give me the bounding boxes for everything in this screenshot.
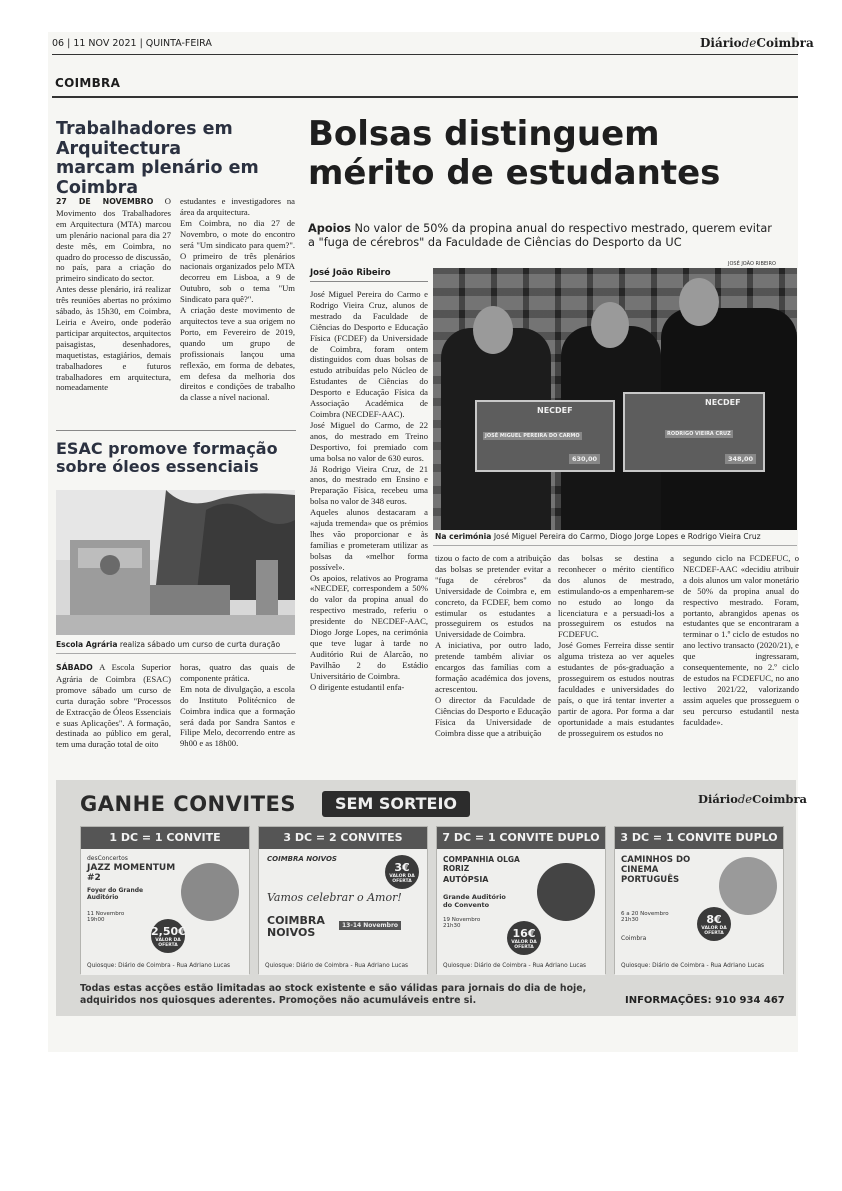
head-left bbox=[473, 306, 513, 354]
ad-card-body bbox=[615, 849, 783, 975]
ad-card-line-3: Foyer do Grande Auditório bbox=[87, 887, 144, 901]
head-center bbox=[591, 302, 629, 348]
ad-card-line-1: COMPANHIA OLGA RORIZ bbox=[443, 855, 520, 873]
esac-caption-lead: Escola Agrária bbox=[56, 640, 118, 649]
price-value: 2,50€ bbox=[151, 925, 186, 938]
price-value: 3€ bbox=[394, 861, 410, 874]
ad-card-line-3: COIMBRA NOIVOS bbox=[267, 914, 325, 939]
price-sub: VALOR DA OFERTA bbox=[511, 940, 537, 950]
main-subtitle bbox=[308, 222, 778, 249]
price-value: 16€ bbox=[512, 927, 536, 940]
main-column-4: segundo ciclo na FCDEFUC, o NECDEF-AAC «decidiu atribuir a dois alunos um valor monetário de 50% da propina anual do respectivo mestrado. Foram, portanto, abrangidos apenas os estudantes que se encontraram a terminar o 1.º ciclo de estudos no ano lectivo transacto (2020/21), e que ingressaram, consequentemente, no 2.º ciclo de estudos na FCDEFUC, no ano lectivo 2021/22, valorizando assim aqueles que prosseguem o seu percurso estudantil nesta faculdade». bbox=[683, 553, 799, 727]
esac-lead: SÁBADO bbox=[56, 663, 93, 672]
mta-column-1 bbox=[56, 196, 171, 422]
cheque-right-name: RODRIGO VIEIRA CRUZ bbox=[667, 431, 731, 437]
photo-credit: JOSÉ JOÃO RIBEIRO bbox=[728, 261, 776, 267]
ad-card-band: 3 DC = 2 CONVITES bbox=[259, 827, 427, 849]
ad-card-line-4: 11 Novembro 19h00 bbox=[87, 911, 125, 923]
ad-card-line-4: 19 Novembro 21h30 bbox=[443, 917, 481, 929]
ad-card-4[interactable] bbox=[614, 826, 784, 974]
section-label: COIMBRA bbox=[55, 76, 121, 90]
photo-caption-rule bbox=[433, 545, 797, 546]
head-right bbox=[679, 278, 719, 326]
logo-word-3: Coimbra bbox=[756, 36, 814, 50]
mta-column-1-text: O Movimento dos Trabalhadores em Arquitectura (MTA) marcou um plenário nacional para dia 27 deste mês, em Coimbra, no quadro do processo de discussão, no país, para a criação do primeiro sindicato do sector. Antes desse plenário, irá realizar três reuniões abertas no próximo sábado, às 15h30, em Coimbra, Leiria e Aveiro, onde poderão participar arquitectos, arquitectos paisagistas, desenhadores, maquetistas, estagiários, demais trabalhadores e futuros trabalhadores em arquitectura, nomeadamente bbox=[56, 196, 171, 393]
ad-logo-word-3: Coimbra bbox=[752, 792, 807, 806]
page-info: 06 | 11 NOV 2021 | QUINTA-FEIRA bbox=[52, 38, 212, 49]
ad-card-body bbox=[437, 849, 605, 975]
main-column-3: das bolsas se destina a reconhecer o mérito científico dos alunos de mestrado, estimulando-os a empenharem-se no estudo ao longo da licenciatura e a persuadi-los a prosseguirem os estudos na FCDEFUC. José Gomes Ferreira disse sentir alguma tristeza ao ver aqueles estudantes de pós-graduação a prosseguirem os estudos noutras faculdades e universidades do país, o que irá tentar inverter a partir de agora. Por forma a dar oportunidade a mais estudantes de prosseguirem os estudos no bbox=[558, 553, 674, 738]
ad-logo-word-1: Diário bbox=[698, 792, 738, 806]
ad-card-line-2: JAZZ MOMENTUM #2 bbox=[87, 863, 176, 883]
price-value: 8€ bbox=[706, 913, 722, 926]
ad-card-band: 3 DC = 1 CONVITE DUPLO bbox=[615, 827, 783, 849]
ceremony-caption bbox=[435, 532, 797, 541]
ceremony-photo bbox=[433, 268, 797, 530]
cheque-left bbox=[475, 400, 615, 472]
logo-word-1: Diário bbox=[700, 36, 742, 50]
ad-card-line-1: desConcertos bbox=[87, 855, 128, 862]
byline-rule bbox=[310, 281, 428, 282]
escola-agraria-photo bbox=[56, 490, 295, 635]
ad-card-footer: Quiosque: Diário de Coimbra - Rua Adriano Lucas bbox=[265, 963, 409, 969]
main-headline: Bolsas distinguem mérito de estudantes bbox=[308, 114, 721, 193]
ad-title: GANHE CONVITES bbox=[80, 792, 296, 816]
esac-caption-text: realiza sábado um curso de curta duração bbox=[119, 640, 281, 649]
byline: José João Ribeiro bbox=[310, 268, 391, 278]
ad-info: INFORMAÇÕES: 910 934 467 bbox=[625, 995, 785, 1006]
price-sub: VALOR DA OFERTA bbox=[701, 926, 727, 936]
ad-footer: Todas estas acções estão limitadas ao stock existente e são válidas para jornais do dia de hoje, adquiridos nos quiosques aderentes. Promoções não acumuláveis entre si. bbox=[80, 983, 587, 1006]
cheque-left-name: JOSÉ MIGUEL PEREIRA DO CARMO bbox=[485, 433, 580, 439]
mta-headline: Trabalhadores em Arquitectura marcam plenário em Coimbra bbox=[56, 119, 259, 198]
price-badge bbox=[385, 855, 419, 889]
ad-card-body bbox=[259, 849, 427, 975]
ad-card-image bbox=[719, 857, 777, 915]
ad-card-band: 7 DC = 1 CONVITE DUPLO bbox=[437, 827, 605, 849]
cheque-right-brand: NECDEF bbox=[705, 398, 741, 407]
ceremony-caption-text: José Miguel Pereira do Carmo, Diogo Jorge Lopes e Rodrigo Vieira Cruz bbox=[493, 532, 761, 541]
ad-card-body bbox=[81, 849, 249, 975]
ad-card-line-4: 13-14 Novembro bbox=[339, 921, 401, 930]
ad-card-image bbox=[181, 863, 239, 921]
ad-card-3[interactable] bbox=[436, 826, 606, 974]
esac-column-2: horas, quatro das quais de componente prática. Em nota de divulgação, a escola do Instituto Politécnico de Coimbra indica que a formação será dada por Sandra Santos e Filipe Melo, decorrendo entre as 9h00 e as 18h00. bbox=[180, 662, 295, 749]
mta-lead: 27 DE NOVEMBRO bbox=[56, 197, 154, 206]
caption-rule bbox=[56, 653, 296, 654]
ad-card-footer: Quiosque: Diário de Coimbra - Rua Adriano Lucas bbox=[621, 963, 765, 969]
ad-card-band: 1 DC = 1 CONVITE bbox=[81, 827, 249, 849]
ad-card-line-1: COIMBRA NOIVOS bbox=[267, 855, 337, 863]
ad-card-line-3: 6 a 20 Novembro 21h30 bbox=[621, 911, 669, 923]
ad-card-line-1: CAMINHOS DO CINEMA PORTUGUÊS bbox=[621, 855, 691, 885]
newspaper-logo bbox=[700, 36, 814, 50]
logo-word-2: de bbox=[741, 36, 757, 50]
main-column-2: tizou o facto de com a atribuição das bolsas se pretender evitar a "fuga de cérebros" da Universidade de Coimbra e, em concreto, da FCDEF, bem como estimular os estudantes a prosseguirem os estudos na Universidade de Coimbra. A iniciativa, por outro lado, pretende também aliviar os encargos das famílias com a formação académica dos jovens, acrescentou. O director da Faculdade de Ciências do Desporto e Educação Física da Universidade de Coimbra disse que a atribuição bbox=[435, 553, 551, 738]
esac-column-1 bbox=[56, 662, 171, 766]
ad-pill: SEM SORTEIO bbox=[322, 791, 470, 817]
main-column-1: José Miguel Pereira do Carmo e Rodrigo Vieira Cruz, alunos de mestrado da Faculdade de Ciências do Desporto e Educação Física (FCDEF) da Universidade de Coimbra, foram ontem distinguidos com duas bolsas de estudo atribuídas pelo Núcleo de Estudantes de Ciências do Desporto e Educação Física da Associação Académica de Coimbra (NECDEF-AAC). José Miguel do Carmo, de 22 anos, do mestrado em Treino Desportivo, foi premiado com uma bolsa no valor de 630 euros. Já Rodrigo Vieira Cruz, de 21 anos, do mestrado em Ensino e Preparação Física, recebeu uma bolsa no valor de 348 euros. Aqueles alunos destacaram a «ajuda tremenda» que os prémios lhes vão proporcionar e às famílias e prometeram utilizar as bolsas da «melhor forma possível». Os apoios, relativos ao Programa «NECDEF, correspondem a 50% do valor da propina anual do respectivo mestrado, referiu o presidente do NECDEF-AAC, Diogo Jorge Lopes, na cerimónia que teve lugar à tarde no Auditório Rui de Alarcão, no Pavilhão 2 do Estádio Universitário de Coimbra. O dirigente estudantil enfa- bbox=[310, 289, 428, 692]
ad-logo-word-2: de bbox=[737, 792, 753, 806]
article-divider bbox=[56, 430, 296, 431]
cheque-left-brand: NECDEF bbox=[537, 406, 573, 415]
ad-card-image bbox=[537, 863, 595, 921]
cheque-left-amount: 630,00 bbox=[569, 454, 600, 464]
cheque-right-amount: 348,00 bbox=[725, 454, 756, 464]
esac-column-1-text: A Escola Superior Agrária de Coimbra (ESAC) promove sábado um curso de curta duração sobre "Processos de Extracção de Óleos Essenciais e suas Aplicações". A formação, destinada ao público em geral, tem uma duração total de oito bbox=[56, 662, 171, 750]
price-badge bbox=[697, 907, 731, 941]
ad-card-footer: Quiosque: Diário de Coimbra - Rua Adriano Lucas bbox=[443, 963, 587, 969]
ad-card-line-2: AUTÓPSIA bbox=[443, 875, 489, 884]
cheque-right bbox=[623, 392, 765, 472]
price-badge bbox=[151, 919, 185, 953]
section-rule bbox=[52, 96, 798, 98]
esac-headline: ESAC promove formação sobre óleos essenciais bbox=[56, 439, 278, 476]
ad-logo bbox=[698, 792, 807, 806]
esac-caption bbox=[56, 640, 296, 649]
ad-card-footer: Quiosque: Diário de Coimbra - Rua Adriano Lucas bbox=[87, 963, 231, 969]
ad-card-line-2: Vamos celebrar o Amor! bbox=[267, 891, 402, 904]
ad-card-1[interactable] bbox=[80, 826, 250, 974]
mta-column-2: estudantes e investigadores na área da arquitectura. Em Coimbra, no dia 27 de Novembro, o mote do encontro será "Um sindicato para quem?". O primeiro de três plenários nacionais organizados pelo MTA decorreu em Lisboa, a 9 de Outubro, sob o tema "Um Sindicato para quê?". A criação deste movimento de arquitectos teve a sua origem no Porto, em Fevereiro de 2019, quando um grupo de profissionais lançou uma reflexão, em forma de debates, em defesa da melhoria dos direitos e condições de trabalho da classe a nível nacional. bbox=[180, 196, 295, 403]
subtitle-lead: Apoios bbox=[308, 222, 351, 235]
price-sub: VALOR DA OFERTA bbox=[155, 938, 181, 948]
ad-card-line-3: Grande Auditório do Convento bbox=[443, 893, 506, 909]
subtitle-text: No valor de 50% da propina anual do respectivo mestrado, querem evitar a "fuga de cérebros" da Faculdade de Ciências do Desporto da UC bbox=[308, 222, 772, 249]
ceremony-caption-lead: Na cerimónia bbox=[435, 532, 492, 541]
price-sub: VALOR DA OFERTA bbox=[389, 874, 415, 884]
ad-card-2[interactable] bbox=[258, 826, 428, 974]
ad-card-line-4: Coimbra bbox=[621, 935, 647, 942]
price-badge bbox=[507, 921, 541, 955]
header-rule bbox=[52, 54, 798, 55]
